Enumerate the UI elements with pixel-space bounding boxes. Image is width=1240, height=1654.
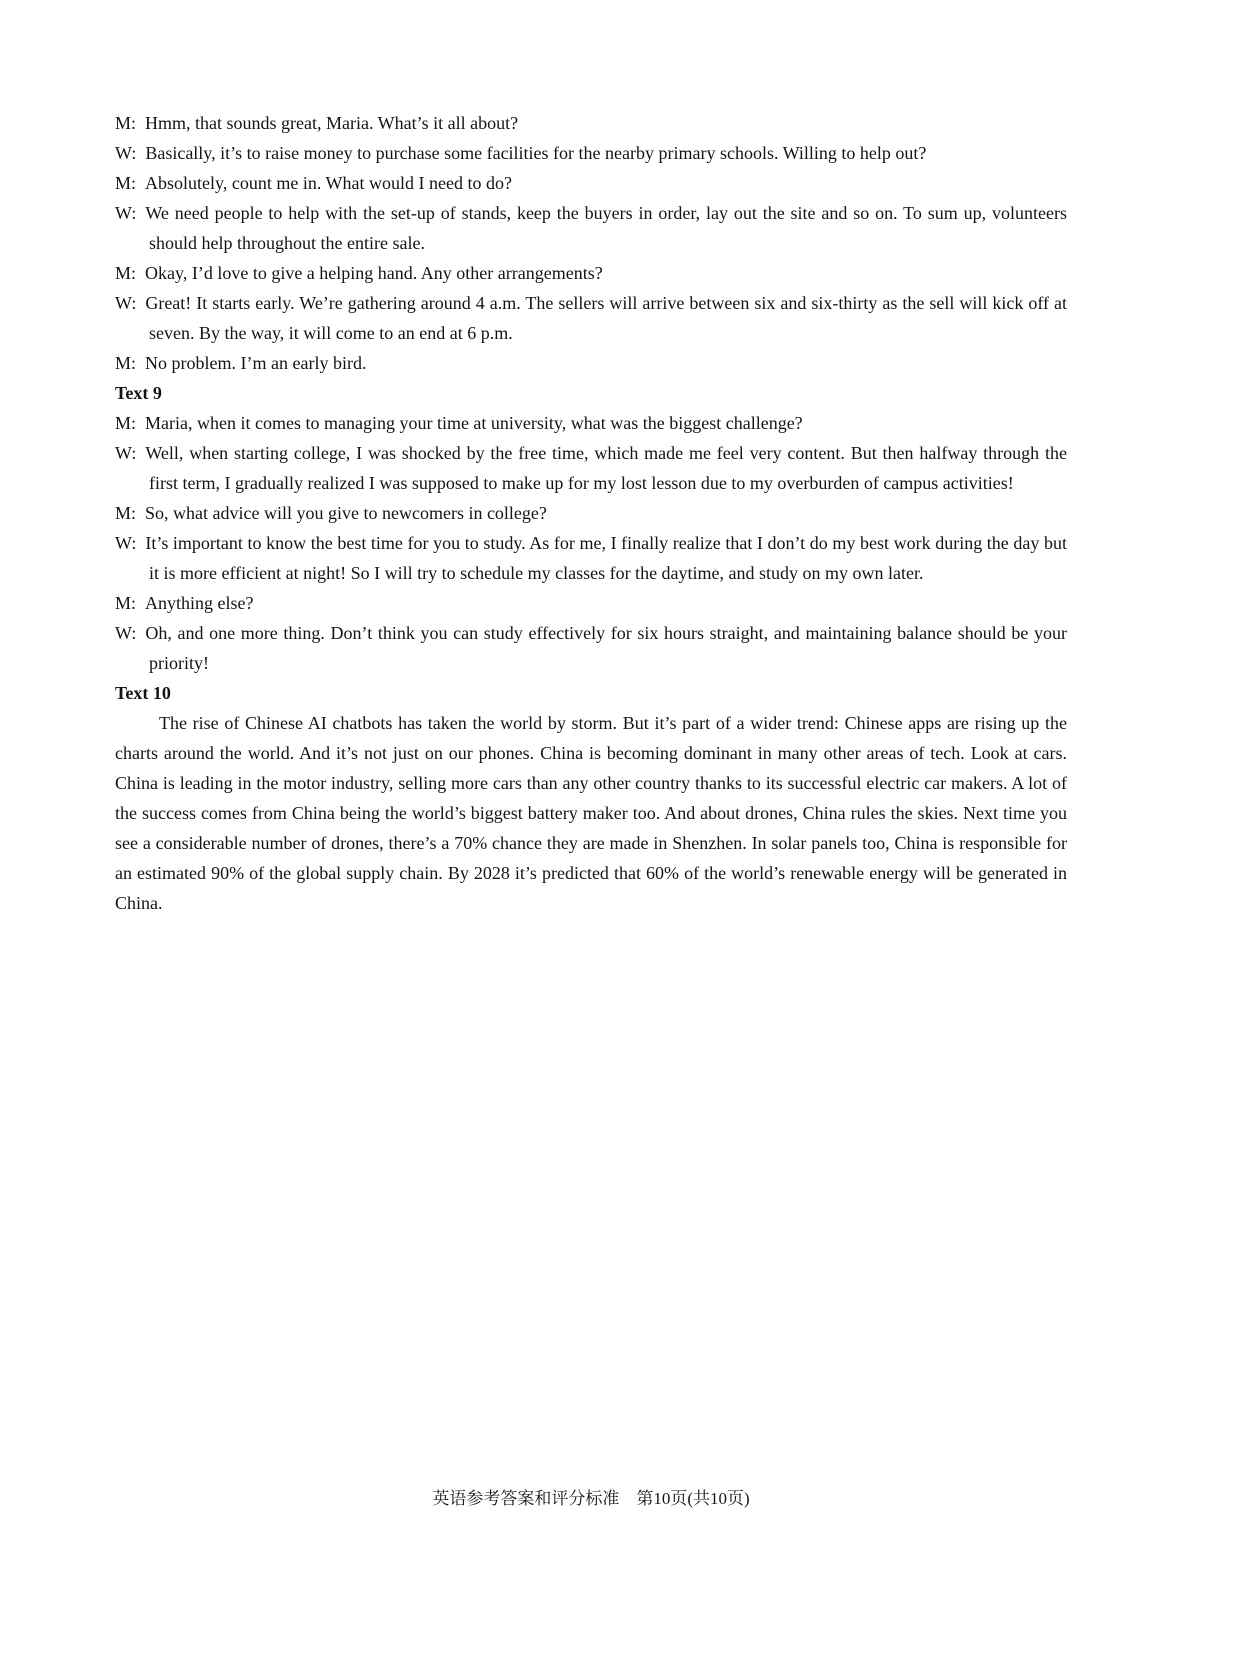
line-text: It’s important to know the best time for you to study. As for me, I finally realize that I don’t do my best work during the day but it is more efficient at night! So I will try to schedule my classes for the daytime, and study on my own later.: [145, 533, 1067, 583]
dialogue-line: [115, 258, 1067, 288]
speaker-label: W:: [115, 143, 137, 163]
line-text: Great! It starts early. We’re gathering around 4 a.m. The sellers will arrive between six and six-thirty as the sell will kick off at seven. By the way, it will come to an end at 6 p.m.: [145, 293, 1067, 343]
dialogue-line: [115, 438, 1067, 498]
speaker-label: W:: [115, 293, 137, 313]
line-text: So, what advice will you give to newcomers in college?: [145, 503, 547, 523]
line-text: Well, when starting college, I was shocked by the free time, which made me feel very content. But then halfway through the first term, I gradually realized I was supposed to make up for my lost lesson due to my overburden of campus activities!: [145, 443, 1067, 493]
speaker-label: W:: [115, 203, 137, 223]
line-text: Anything else?: [145, 593, 254, 613]
speaker-label: M:: [115, 413, 137, 433]
speaker-label: M:: [115, 353, 137, 373]
dialogue-line: [115, 498, 1067, 528]
speaker-label: W:: [115, 443, 137, 463]
body-paragraph: The rise of Chinese AI chatbots has taken the world by storm. But it’s part of a wider trend: Chinese apps are rising up the charts around the world. And it’s not just on our phones. China is becoming dominant in many other areas of tech. Look at cars. China is leading in the motor industry, selling more cars than any other country thanks to its successful electric car makers. A lot of the success comes from China being the world’s biggest battery maker too. And about drones, China rules the skies. Next time you see a considerable number of drones, there’s a 70% chance they are made in Shenzhen. In solar panels too, China is responsible for an estimated 90% of the global supply chain. By 2028 it’s predicted that 60% of the world’s renewable energy will be generated in China.: [115, 713, 1067, 913]
line-text: Basically, it’s to raise money to purchase some facilities for the nearby primary schools. Willing to help out?: [145, 143, 927, 163]
line-text: Absolutely, count me in. What would I need to do?: [145, 173, 512, 193]
speaker-label: W:: [115, 533, 137, 553]
speaker-label: M:: [115, 593, 137, 613]
line-text: We need people to help with the set-up of stands, keep the buyers in order, lay out the site and so on. To sum up, volunteers should help throughout the entire sale.: [145, 203, 1067, 253]
dialogue-line: [115, 288, 1067, 348]
line-text: Okay, I’d love to give a helping hand. Any other arrangements?: [145, 263, 603, 283]
line-text: No problem. I’m an early bird.: [145, 353, 367, 373]
line-text: Hmm, that sounds great, Maria. What’s it all about?: [145, 113, 519, 133]
dialogue-line: [115, 348, 1067, 378]
dialogue-line: [115, 108, 1067, 138]
line-text: Oh, and one more thing. Don’t think you can study effectively for six hours straight, and maintaining balance should be your priority!: [145, 623, 1067, 673]
speaker-label: M:: [115, 173, 137, 193]
dialogue-line: [115, 168, 1067, 198]
dialogue-line: [115, 198, 1067, 258]
dialogue-line: [115, 138, 1067, 168]
dialogue-line: [115, 528, 1067, 588]
transcript-content: [115, 108, 1067, 918]
speaker-label: W:: [115, 623, 137, 643]
line-text: Maria, when it comes to managing your time at university, what was the biggest challenge?: [145, 413, 803, 433]
dialogue-line: [115, 588, 1067, 618]
page-footer: 英语参考答案和评分标准 第10页(共10页): [432, 1489, 750, 1508]
speaker-label: M:: [115, 263, 137, 283]
speaker-label: M:: [115, 113, 137, 133]
dialogue-line: [115, 618, 1067, 678]
section-heading-text10: Text 10: [115, 683, 171, 703]
speaker-label: M:: [115, 503, 137, 523]
section-heading-text9: Text 9: [115, 383, 162, 403]
dialogue-line: [115, 408, 1067, 438]
